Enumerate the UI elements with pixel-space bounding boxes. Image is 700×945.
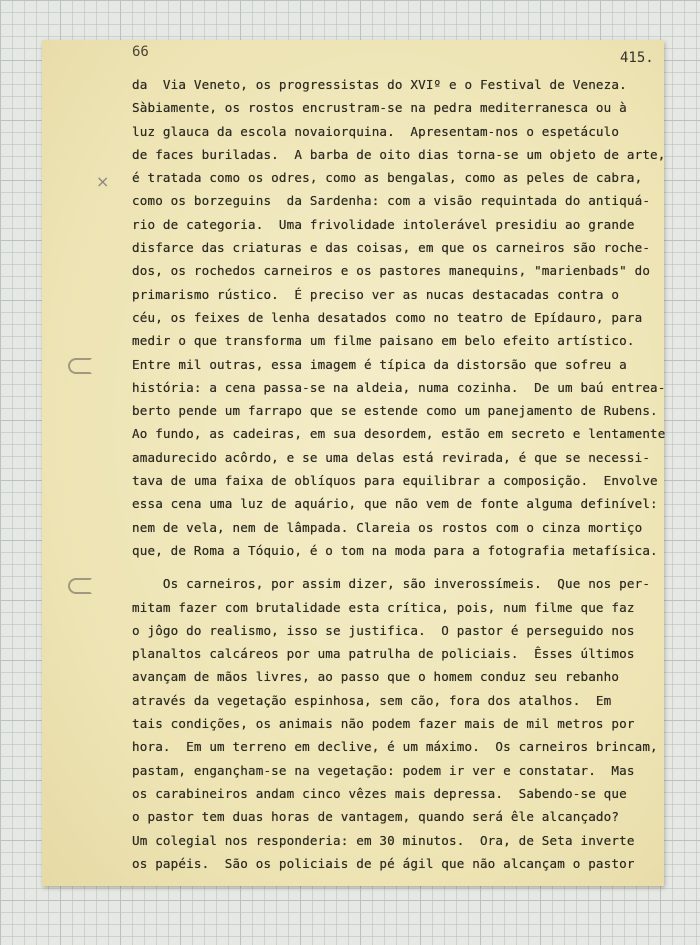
text-line: medir o que transforma um filme paisano em belo efeito artístico. — [132, 333, 635, 349]
text-line: avançam de mãos livres, ao passo que o homem conduz seu rebanho — [132, 669, 620, 685]
text-line: céu, os feixes de lenha desatados como no teatro de Epídauro, para — [132, 309, 643, 325]
text-line: essa cena uma luz de aquário, que não vem de fonte alguma definível: — [132, 496, 658, 512]
punch-hole-icon — [68, 358, 92, 374]
text-line: através da vegetação espinhosa, sem cão, fora dos atalhos. Em — [132, 692, 612, 708]
text-line: tava de uma faixa de oblíquos para equilibrar a composição. Envolve — [132, 473, 658, 489]
text-line: da Via Veneto, os progressistas do XVIº e o Festival de Veneza. — [132, 77, 627, 92]
text-line: pastam, engançham-se na vegetação: podem ir ver e constatar. Mas — [132, 762, 635, 778]
text-line: Ao fundo, as cadeiras, em sua desordem, estão em secreto e lentamente — [132, 426, 666, 442]
typewritten-page — [42, 40, 664, 886]
text-line: berto pende um farrapo que se estende como um panejamento de Rubens. — [132, 403, 658, 419]
text-line: hora. Em um terreno em declive, é um máximo. Os carneiros brincam, — [132, 739, 658, 755]
text-line: dos, os rochedos carneiros e os pastores manequins, "marienbads" do — [132, 263, 651, 279]
text-line: luz glauca da escola novaiorquina. Apresentam-nos o espetáculo — [132, 123, 620, 139]
text-line: Sàbiamente, os rostos encrustram-se na pedra mediterranesca ou à — [132, 100, 627, 116]
text-line: que, de Roma a Tóquio, é o tom na moda para a fotografia metafísica. — [132, 542, 658, 558]
text-line: amadurecido acôrdo, e se uma delas está revirada, é que se necessi- — [132, 449, 651, 465]
page-number-right: 415. — [620, 50, 654, 66]
margin-mark: × — [96, 172, 110, 191]
page-number-left: 66 — [132, 44, 149, 60]
text-line: tais condições, os animais não podem fazer mais de mil metros por — [132, 716, 635, 732]
text-line: os carabineiros andam cinco vêzes mais depressa. Sabendo-se que — [132, 785, 627, 801]
text-line: história: a cena passa-se na aldeia, numa cozinha. De um baú entrea- — [132, 379, 666, 395]
text-line: mitam fazer com brutalidade esta crítica, pois, num filme que faz — [132, 599, 635, 615]
text-line: nem de vela, nem de lâmpada. Clareia os rostos com o cinza mortiço — [132, 519, 643, 535]
text-line: os papéis. São os policiais de pé ágil que não alcançam o pastor — [132, 855, 635, 871]
text-line: de faces buriladas. A barba de oito dias torna-se um objeto de arte, — [132, 146, 666, 162]
text-line: Entre mil outras, essa imagem é típica da distorsão que sofreu a — [132, 356, 627, 372]
punch-hole-icon — [68, 578, 92, 594]
text-line: o jôgo do realismo, isso se justifica. O pastor é perseguido nos — [132, 622, 635, 638]
paragraph-gap — [132, 562, 662, 572]
text-line: o pastor tem duas horas de vantagem, quando será êle alcançado? — [132, 809, 620, 825]
text-line: como os borzeguins da Sardenha: com a visão requintada do antiquá- — [132, 193, 651, 209]
text-line: primarismo rústico. É preciso ver as nucas destacadas contra o — [132, 286, 620, 302]
text-line: é tratada como os odres, como as bengalas, como as peles de cabra, — [132, 170, 643, 186]
body-text — [132, 73, 666, 875]
text-line: disfarce das criaturas e das coisas, em que os carneiros são roche- — [132, 240, 651, 256]
text-line: rio de categoria. Uma frivolidade intolerável presidiu ao grande — [132, 216, 635, 232]
text-line: Um colegial nos responderia: em 30 minutos. Ora, de Seta inverte — [132, 832, 635, 848]
text-line: planaltos calcáreos por uma patrulha de policiais. Êsses últimos — [132, 646, 635, 662]
text-line: Os carneiros, por assim dizer, são inverossímeis. Que nos per- — [132, 576, 651, 592]
